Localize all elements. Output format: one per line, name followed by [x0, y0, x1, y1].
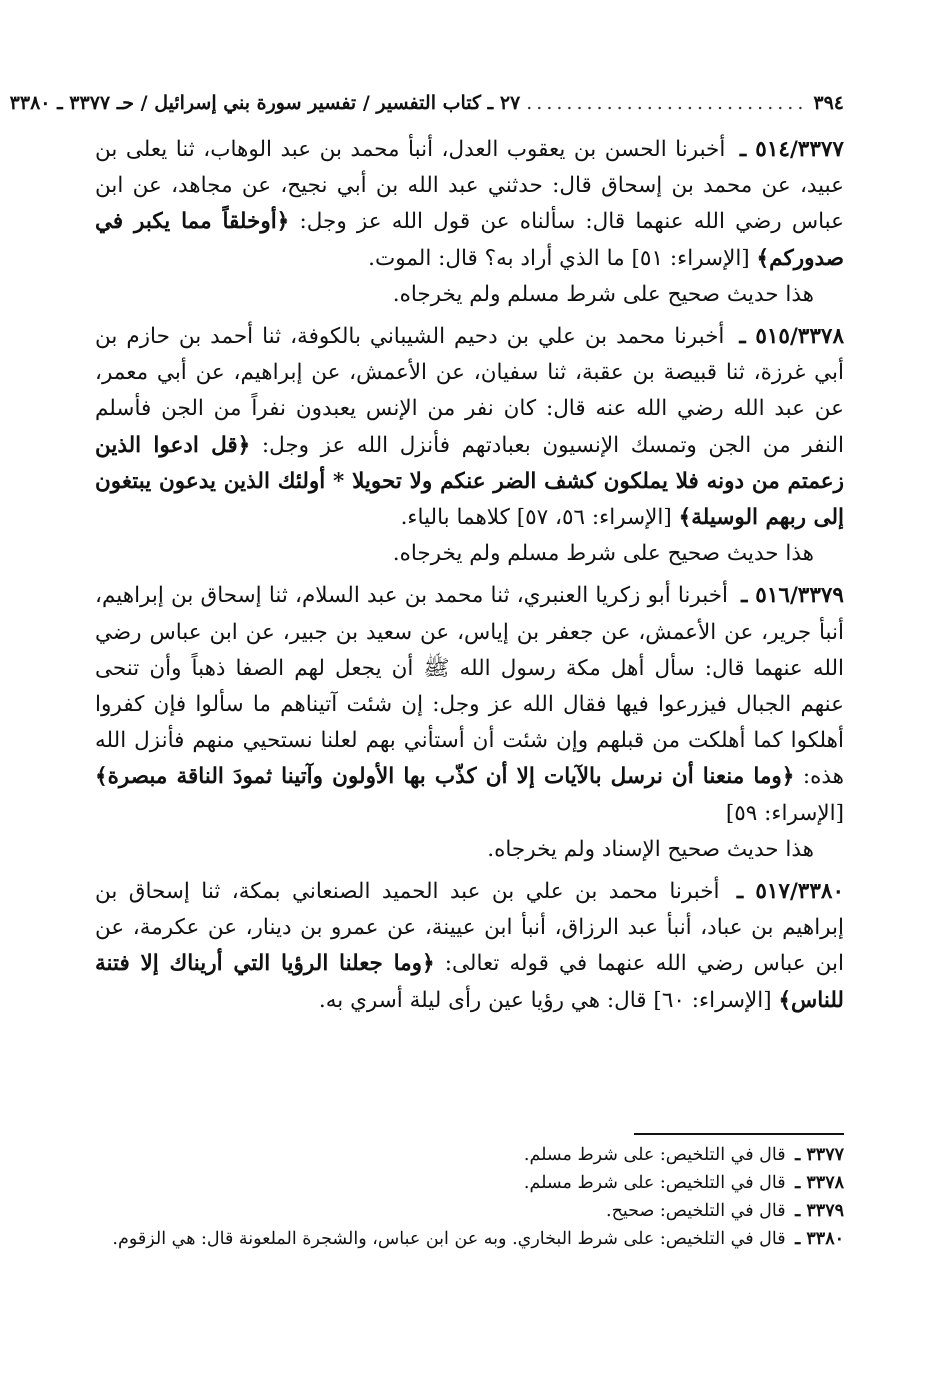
hadith-isnad: أخبرنا محمد بن علي بن دحيم الشيباني بالكوفة، ثنا أحمد بن حازم بن أبي غرزة، ثنا قبيصة بن عقبة، ثنا سفيان، عن الأعمش، عن إبراهيم، عن أبي معمر، عن عبد الله رضي الله عنه قال: كان نفر من الإنس يعبدون نفراً من الجن فأسلم النفر من الجن وتمسك الإنسيون بعبادتهم فأنزل الله عز وجل:: [95, 324, 844, 458]
footnote-number: ٣٣٧٩ ـ: [795, 1201, 844, 1221]
hadith-verdict: هذا حديث صحيح الإسناد ولم يخرجاه.: [487, 836, 814, 862]
leader-dots: ............................: [526, 92, 808, 114]
footnote-number: ٣٣٧٧ ـ: [795, 1145, 844, 1165]
running-header: [9, 88, 844, 118]
hadith-number: ٥١٦/٣٣٧٩ ـ: [741, 583, 844, 609]
hadith-verdict: هذا حديث صحيح على شرط مسلم ولم يخرجاه.: [392, 541, 814, 567]
footnote-3380: [95, 1225, 844, 1253]
footnote-text: قال في التلخيص: على شرط البخاري. وبه عن ابن عباس، والشجرة الملعونة قال: هي الزقوم.: [112, 1229, 786, 1249]
hadith-3377: [95, 132, 844, 277]
quran-reference: [الإسراء: ٥١] ما الذي أراد به؟ قال: الموت.: [368, 245, 750, 271]
hadith-3380: [95, 874, 844, 1019]
footnote-number: ٣٣٨٠ ـ: [795, 1229, 844, 1249]
hadith-3379: [95, 578, 844, 831]
quran-quote: ﴿وما جعلنا الرؤيا التي أريناك إلا فتنة للناس﴾: [95, 951, 844, 1013]
page-number: ٣٩٤: [813, 92, 844, 114]
quran-reference: [الإسراء: ٥٩]: [725, 800, 844, 826]
hadith-number: ٥١٥/٣٣٧٨ ـ: [739, 324, 844, 350]
footnote-3377: [95, 1141, 844, 1169]
quran-quote: ﴿أوخلقاً مما يكبر في صدوركم﴾: [95, 209, 844, 271]
hadith-3378: [95, 319, 844, 536]
quran-quote: ﴿قل ادعوا الذين زعمتم من دونه فلا يملكون كشف الضر عنكم ولا تحويلا * أولئك الذين يدعون يبتغون إلى ربهم الوسيلة﴾: [95, 432, 844, 531]
footnote-divider: [634, 1133, 844, 1135]
hadith-isnad: أخبرنا أبو زكريا العنبري، ثنا محمد بن عبد السلام، ثنا إسحاق بن إبراهيم، أنبأ جرير، عن الأعمش، عن جعفر بن إياس، عن سعيد بن جبير، عن ابن عباس رضي الله عنهما قال: سأل أهل مكة رسول الله ﷺ أن يجعل لهم الصفا ذهباً وأن تنحى عنهم الجبال فيزرعوا فيها فقال الله عز وجل: إن شئت آتيناهم ما سألوا فإن كفروا أهلكوا كما أهلكت من قبلهم وإن شئت أن أستأني بهم لعلنا نستحيي منهم فأنزل الله هذه:: [95, 583, 844, 790]
hadith-verdict: هذا حديث صحيح على شرط مسلم ولم يخرجاه.: [392, 281, 814, 307]
footnote-3378: [95, 1169, 844, 1197]
hadith-isnad: أخبرنا الحسن بن يعقوب العدل، أنبأ محمد بن عبد الوهاب، ثنا يعلى بن عبيد، عن محمد بن إسحاق قال: حدثني عبد الله بن أبي نجيح، عن مجاهد، عن ابن عباس رضي الله عنهما قال: سألناه عن قول الله عز وجل:: [95, 137, 845, 235]
hadith-number: ٥١٤/٣٣٧٧ ـ: [739, 137, 844, 162]
quran-reference: [الإسراء: ٦٠] قال: هي رؤيا عين رأى ليلة أسري به.: [318, 987, 772, 1013]
footnotes: [95, 1141, 844, 1253]
quran-quote: ﴿وما منعنا أن نرسل بالآيات إلا أن كذّب بها الأولون وآتينا ثمودَ الناقة مبصرة﴾: [95, 764, 795, 790]
footnote-text: قال في التلخيص: على شرط مسلم.: [523, 1173, 786, 1193]
quran-reference: [الإسراء: ٥٦، ٥٧] كلاهما بالياء.: [400, 505, 672, 531]
footnote-3379: [95, 1197, 844, 1225]
footnote-text: قال في التلخيص: صحيح.: [606, 1201, 786, 1221]
hadith-number: ٥١٧/٣٣٨٠ ـ: [736, 879, 844, 905]
header-title: ٢٧ ـ كتاب التفسير / تفسير سورة بني إسرائيل / حـ ٣٣٧٧ ـ ٣٣٨٠: [9, 92, 521, 114]
footnote-text: قال في التلخيص: على شرط مسلم.: [523, 1145, 786, 1165]
hadith-isnad: أخبرنا محمد بن علي بن عبد الحميد الصنعاني بمكة، ثنا إسحاق بن إبراهيم بن عباد، أنبأ عبد الرزاق، أنبأ ابن عيينة، عن عمرو بن دينار، عن عكرمة، عن ابن عباس رضي الله عنهما في قوله تعالى:: [95, 879, 844, 977]
main-text: [95, 132, 844, 1019]
footnote-number: ٣٣٧٨ ـ: [795, 1173, 844, 1193]
